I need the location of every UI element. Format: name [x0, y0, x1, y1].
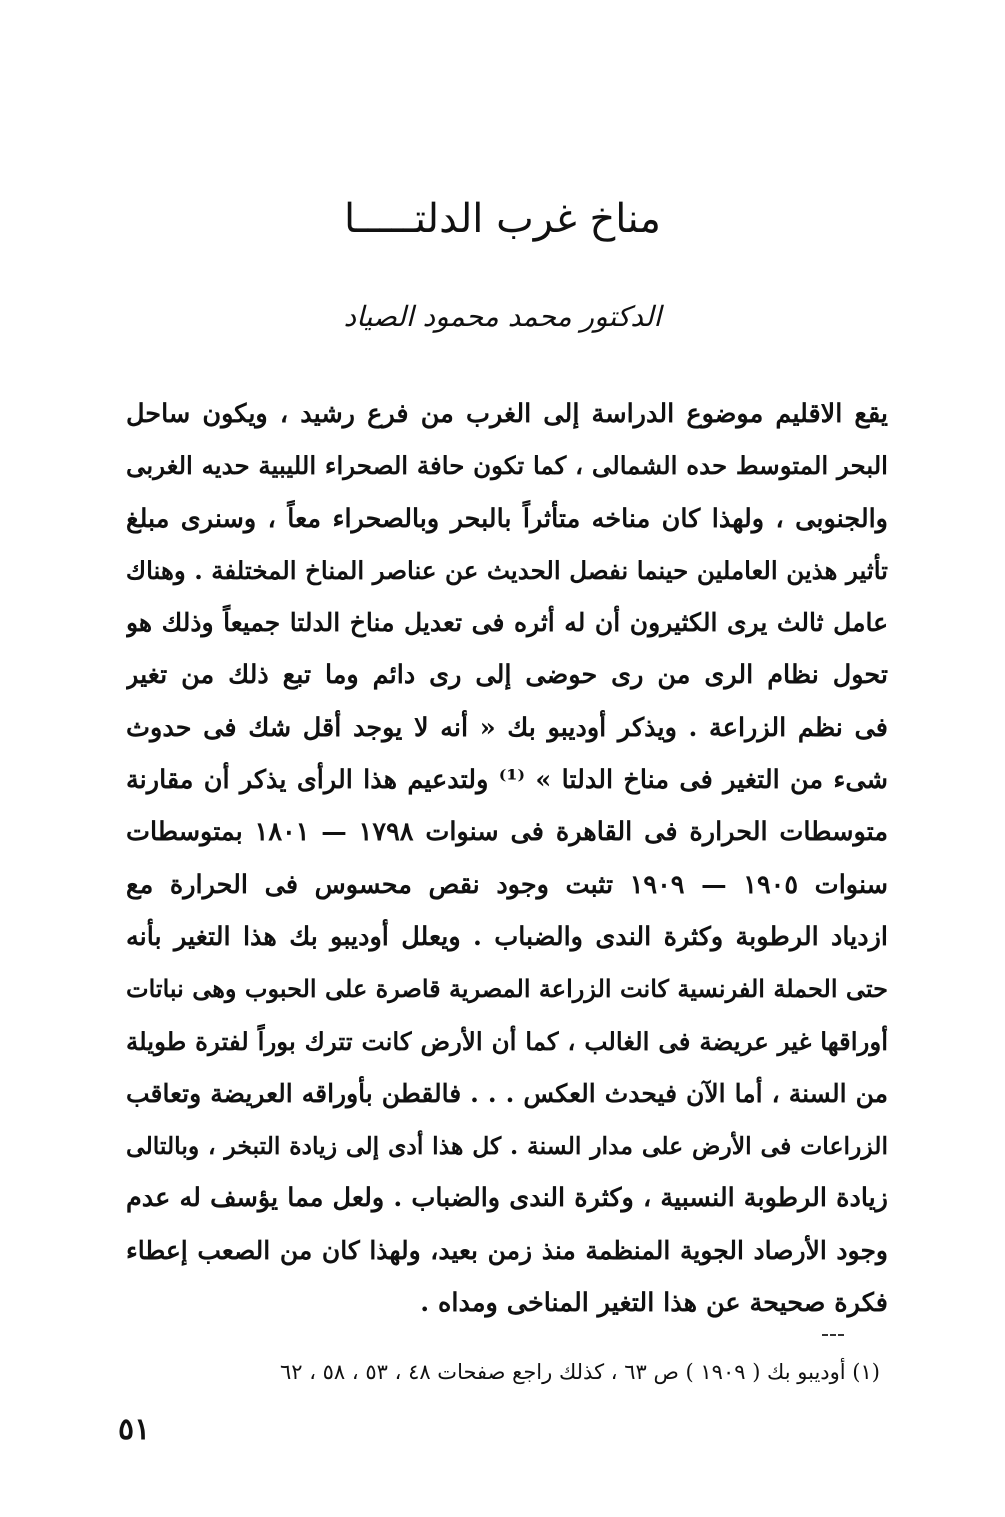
text-line: فكرة صحيحة عن هذا التغير المناخى ومداه .: [420, 1288, 888, 1319]
text-line: وجود الأرصاد الجوية المنظمة منذ زمن بعيد، ولهذا كان من الصعب إعطاء: [126, 1235, 888, 1265]
text-line: زيادة الرطوبة النسبية ، وكثرة الندى والضباب . ولعل مما يؤسف له عدم: [126, 1183, 888, 1214]
text-line: حتى الحملة الفرنسية كانت الزراعة المصرية قاصرة على الحبوب وهى نباتات: [126, 974, 888, 1004]
text-line: فى نظم الزراعة . ويذكر أوديبو بك « أنه لا يوجد أقل شك فى حدوث: [126, 712, 888, 743]
footnote-separator: [822, 1334, 844, 1338]
text-line: البحر المتوسط حده الشمالى ، كما تكون حافة الصحراء الليبية حديه الغربى: [126, 451, 888, 481]
text-line: والجنوبى ، ولهذا كان مناخه متأثراً بالبحر وبالصحراء معاً ، وسنرى مبلغ: [126, 503, 888, 534]
body-paragraph: [126, 388, 888, 1329]
text-line: تحول نظام الرى من رى حوضى إلى رى دائم وما تبع ذلك من تغير: [126, 660, 888, 691]
page-number: ٥١: [118, 1412, 151, 1447]
footnote: (١) أوديبو بك ( ١٩٠٩ ) ص ٦٣ ، كذلك راجع صفحات ٤٨ ، ٥٣ ، ٥٨ ، ٦٢: [279, 1360, 880, 1384]
text-line: يقع الاقليم موضوع الدراسة إلى الغرب من فرع رشيد ، ويكون ساحل: [126, 399, 888, 429]
text-line: شىء من التغير فى مناخ الدلتا » ⁽¹⁾ ولتدعيم هذا الرأى يذكر أن مقارنة: [126, 765, 888, 796]
text-line: سنوات ١٩٠٥ — ١٩٠٩ تثبت وجود نقص محسوس فى الحرارة مع: [126, 869, 888, 900]
article-title: مناخ غرب الدلتـــــا: [344, 196, 661, 242]
text-line: عامل ثالث يرى الكثيرون أن له أثره فى تعديل مناخ الدلتا جميعاً وذلك هو: [126, 608, 888, 638]
author-name: الدكتور محمد محمود الصياد: [343, 300, 662, 333]
text-line: تأثير هذين العاملين حينما نفصل الحديث عن عناصر المناخ المختلفة . وهناك: [126, 555, 888, 585]
text-line: الزراعات فى الأرض على مدار السنة . كل هذا أدى إلى زيادة التبخر ، وبالتالى: [126, 1132, 888, 1161]
text-line: من السنة ، أما الآن فيحدث العكس . . . فالقطن بأوراقه العريضة وتعاقب: [126, 1078, 888, 1108]
text-line: ازدياد الرطوبة وكثرة الندى والضباب . ويعلل أوديبو بك هذا التغير بأنه: [126, 921, 888, 952]
text-line: متوسطات الحرارة فى القاهرة فى سنوات ١٧٩٨ — ١٨٠١ بمتوسطات: [126, 817, 888, 848]
text-line: أوراقها غير عريضة فى الغالب ، كما أن الأرض كانت تترك بوراً لفترة طويلة: [126, 1026, 888, 1056]
